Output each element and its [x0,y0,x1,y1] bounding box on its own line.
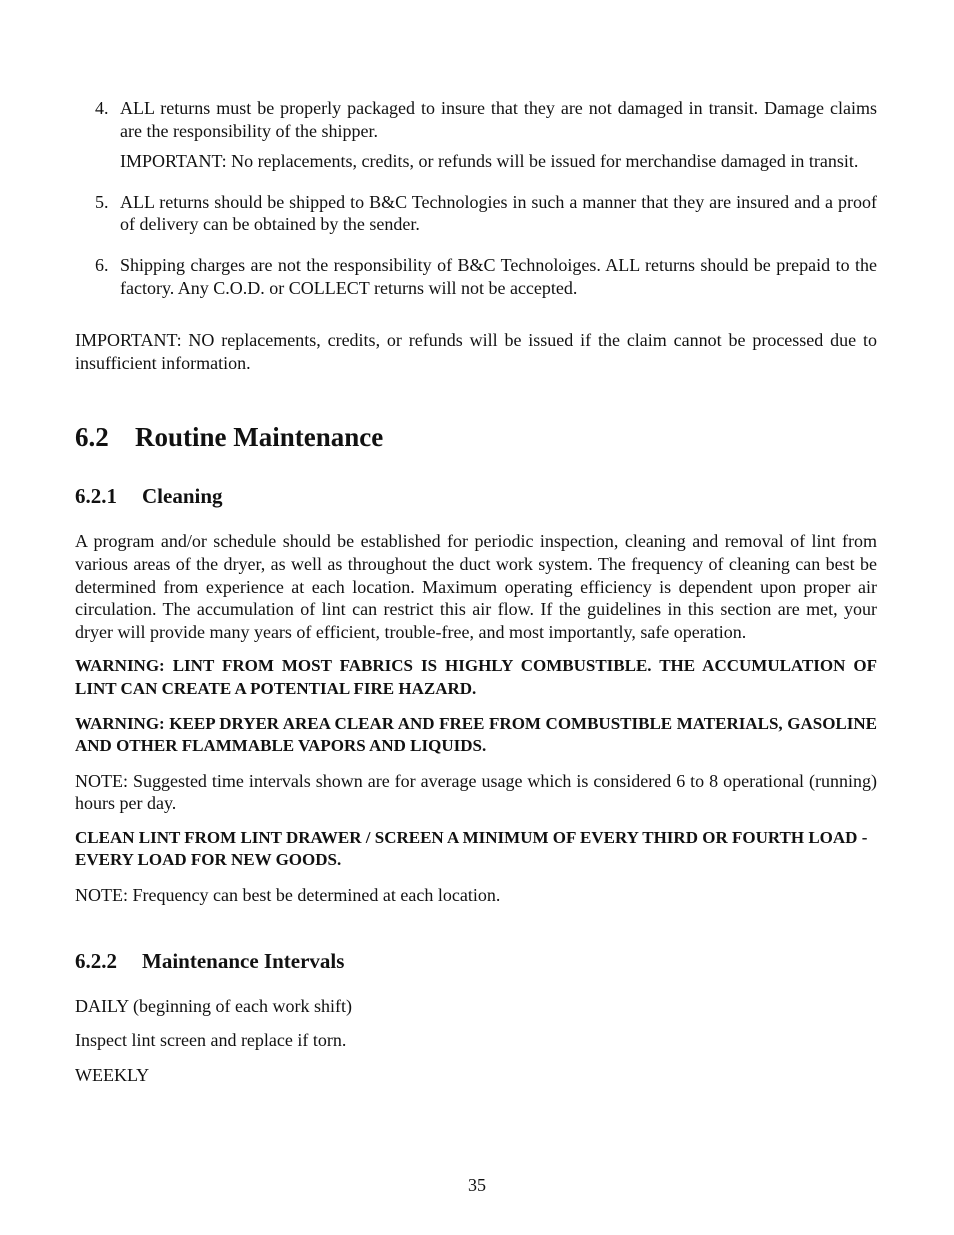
important-note: IMPORTANT: NO replacements, credits, or refunds will be issued if the claim cannot be processed due to insufficient information. [75,330,877,373]
clean-lint-notice: CLEAN LINT FROM LINT DRAWER / SCREEN A MINIMUM OF EVERY THIRD OR FOURTH LOAD - EVERY LOAD FOR NEW GOODS. [75,827,868,870]
list-number: 4. [95,98,109,118]
page-content [75,97,877,1086]
section-heading [75,420,877,454]
returns-list [75,97,877,299]
list-number: 5. [95,191,109,212]
list-text: ALL returns must be properly packaged to insure that they are not damaged in transit. Damage claims are the responsibility of the shipper. [120,98,877,141]
list-item [75,97,877,173]
warning-area: WARNING: KEEP DRYER AREA CLEAR AND FREE FROM COMBUSTIBLE MATERIALS, GASOLINE AND OTHER FLAMMABLE VAPORS AND LIQUIDS. [75,713,877,756]
cleaning-intro: A program and/or schedule should be established for periodic inspection, cleaning and removal of lint from various areas of the dryer, as well as throughout the duct work system. The frequency of cleaning can best be determined from experience at each location. Maximum operating efficiency is dependent upon proper air circulation. The accumulation of lint can restrict this air flow. If the guidelines in this section are met, your dryer will provide many years of efficient, trouble-free, and most importantly, safe operation. [75,531,877,642]
section-title: Routine Maintenance [135,422,384,453]
list-number: 6. [95,254,109,275]
subsection-heading-cleaning [75,482,877,510]
list-subtext: IMPORTANT: No replacements, credits, or refunds will be issued for merchandise damaged in transit. [120,151,859,172]
subsection-number: 6.2.2 [75,948,117,973]
subsection-title: Cleaning [142,484,223,509]
note-frequency: NOTE: Frequency can best be determined at each location. [75,885,501,906]
subsection-number: 6.2.1 [75,484,117,509]
note-intervals: NOTE: Suggested time intervals shown are for average usage which is considered 6 to 8 operational (running) hours per day. [75,770,877,814]
weekly-label: WEEKLY [75,1064,150,1085]
list-text: ALL returns should be shipped to B&C Technologies in such a manner that they are insured and a proof of delivery can be obtained by the sender. [120,191,877,235]
subsection-heading-intervals [75,947,877,975]
page-number: 35 [468,1175,486,1195]
list-text: Shipping charges are not the responsibility of B&C Technoloiges. ALL returns should be prepaid to the factory. Any C.O.D. or COLLECT returns will not be accepted. [120,254,877,298]
list-item [75,254,877,299]
section-number: 6.2 [75,422,109,453]
list-item [75,191,877,236]
daily-label: DAILY (beginning of each work shift) [75,995,352,1016]
warning-lint: WARNING: LINT FROM MOST FABRICS IS HIGHLY COMBUSTIBLE. THE ACCUMULATION OF LINT CAN CREATE A POTENTIAL FIRE HAZARD. [75,656,877,698]
daily-task: Inspect lint screen and replace if torn. [75,1030,347,1051]
subsection-title: Maintenance Intervals [142,948,345,973]
